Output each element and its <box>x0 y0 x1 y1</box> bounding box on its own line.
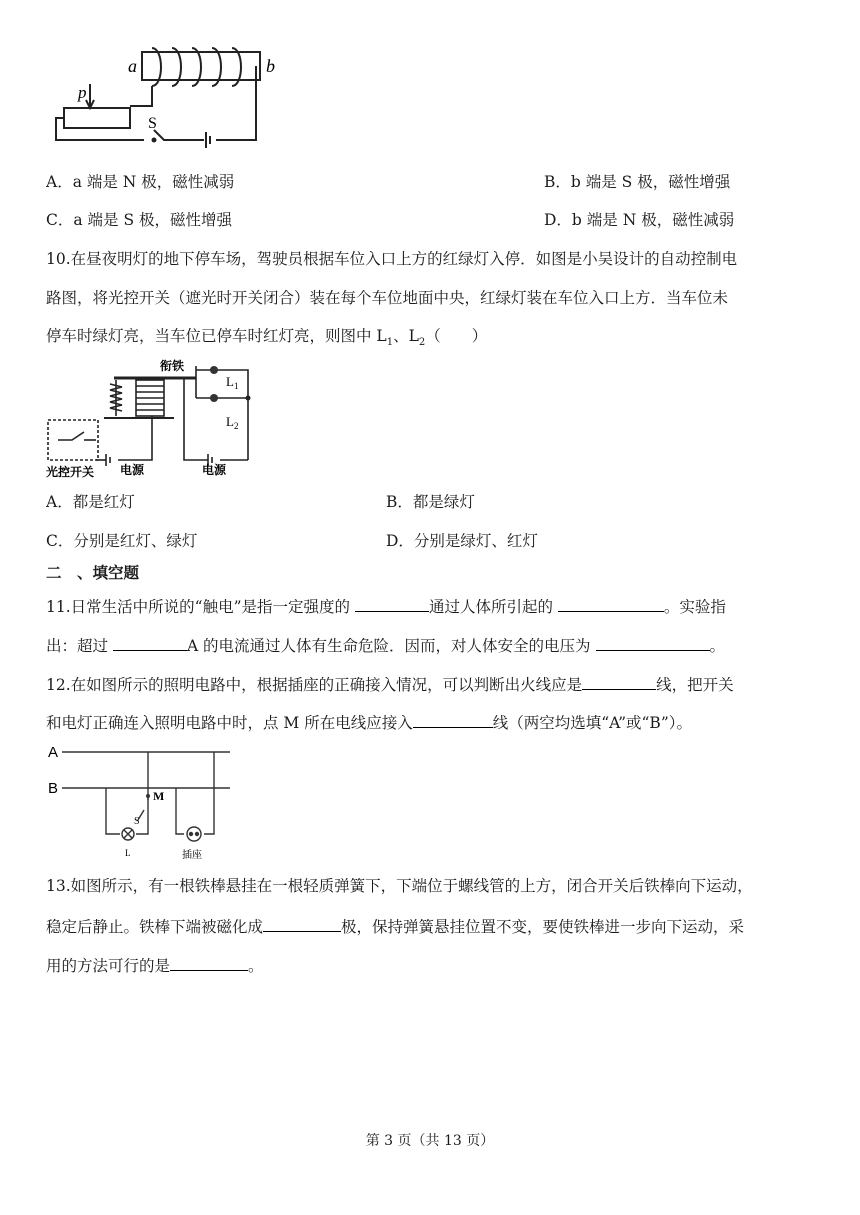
q13-text-3b: 。 <box>248 957 264 975</box>
q12-label-socket: 插座 <box>182 850 202 861</box>
section-2-title: 二 、填空题 <box>46 564 140 582</box>
q13-line-3 <box>46 954 264 976</box>
q13-line-1: 13.如图所示，有一根铁棒悬挂在一根轻质弹簧下，下端位于螺线管的上方，闭合开关后铁棒向下运动， <box>46 877 753 895</box>
q10-sub-2: 2 <box>418 337 426 349</box>
page-footer: 第 3 页（共 13 页） <box>365 1133 495 1149</box>
q10-option-a: A．都是红灯 <box>46 493 135 511</box>
q10-line-3-post: （ ） <box>425 327 488 345</box>
q12-lighting-figure <box>44 738 244 864</box>
q11-line-1 <box>46 595 726 617</box>
q13-blank-2 <box>170 954 248 971</box>
q11-text-1a: 11.日常生活中所说的“触电”是指一定强度的 <box>46 598 355 616</box>
q13-text-2a: 稳定后静止。铁棒下端被磁化成 <box>46 918 264 936</box>
q11-text-1b: 通过人体所引起的 <box>428 598 558 616</box>
q10-label-armature: 衔铁 <box>160 359 185 373</box>
q10-option-d: D．分别是绿灯、红灯 <box>386 532 538 550</box>
q13-text-2b: 极，保持弹簧悬挂位置不变，要使铁棒进一步向下运动，采 <box>341 918 745 936</box>
q12-line-1 <box>46 673 734 695</box>
q10-line-3 <box>46 326 487 353</box>
q11-text-2a: 出：超过 <box>46 637 113 655</box>
q12-label-m: M <box>153 789 165 803</box>
q11-blank-1 <box>355 595 429 612</box>
q12-blank-1 <box>582 673 656 690</box>
q12-label-b: B <box>48 780 59 797</box>
q12-text-1b: 线，把开关 <box>656 676 734 694</box>
q9-option-b: B．b 端是 S 极，磁性增强 <box>544 173 731 191</box>
q10-line-1: 10.在昼夜明灯的地下停车场，驾驶员根据车位入口上方的红绿灯入停．如图是小吴设计的自动控制电 <box>46 250 738 268</box>
q10-relay-figure <box>44 356 264 478</box>
q12-text-1a: 12.在如图所示的照明电路中，根据插座的正确接入情况，可以判断出火线应是 <box>46 676 583 694</box>
q9-label-b: b <box>266 56 275 76</box>
q12-label-l: L <box>125 848 131 858</box>
q9-label-p: p <box>78 83 87 102</box>
q10-option-b: B．都是绿灯 <box>386 493 475 511</box>
q12-text-2b: 线（两空均选填“A”或“B”）。 <box>492 714 692 732</box>
q11-blank-3 <box>113 634 187 651</box>
q10-label-l1: $L_1$ <box>226 374 239 391</box>
q12-line-2 <box>46 711 692 733</box>
q13-blank-1 <box>263 915 341 932</box>
q9-option-d: D．b 端是 N 极，磁性减弱 <box>544 211 735 229</box>
q12-label-a: A <box>48 744 59 761</box>
q10-label-power-1: 电源 <box>120 463 145 477</box>
q10-option-c: C．分别是红灯、绿灯 <box>46 532 198 550</box>
q12-text-2a: 和电灯正确连入照明电路中时，点 M 所在电线应接入 <box>46 714 413 732</box>
q12-blank-2 <box>413 711 493 728</box>
q9-circuit-figure <box>44 40 274 155</box>
q10-sub-1: 1 <box>386 337 394 349</box>
q9-label-s: S <box>148 115 157 132</box>
q9-option-c: C．a 端是 S 极，磁性增强 <box>46 211 233 229</box>
q11-line-2 <box>46 634 725 656</box>
q10-line-2: 路图，将光控开关（遮光时开关闭合）装在每个车位地面中央，红绿灯装在车位入口上方．当车位未 <box>46 289 729 307</box>
q11-text-1c: 。实验指 <box>663 598 726 616</box>
q10-line-3-mid: 、L <box>393 327 419 345</box>
q9-label-a: a <box>128 56 137 76</box>
q11-blank-4 <box>596 634 710 651</box>
q10-label-l2: $L_2$ <box>226 414 239 431</box>
q10-label-power-2: 电源 <box>202 463 227 477</box>
q9-option-a: A．a 端是 N 极，磁性减弱 <box>46 173 235 191</box>
q13-text-3a: 用的方法可行的是 <box>46 957 171 975</box>
q12-label-s: S <box>134 816 140 827</box>
q13-line-2 <box>46 915 744 937</box>
q10-label-switch: 光控开关 <box>46 465 95 479</box>
q11-text-2c: 。 <box>709 637 726 655</box>
q11-blank-2 <box>558 595 664 612</box>
q11-text-2b: A 的电流通过人体有生命危险．因而，对人体安全的电压为 <box>186 637 596 655</box>
q10-line-3-pre: 停车时绿灯亮，当车位已停车时红灯亮，则图中 L <box>46 327 387 345</box>
